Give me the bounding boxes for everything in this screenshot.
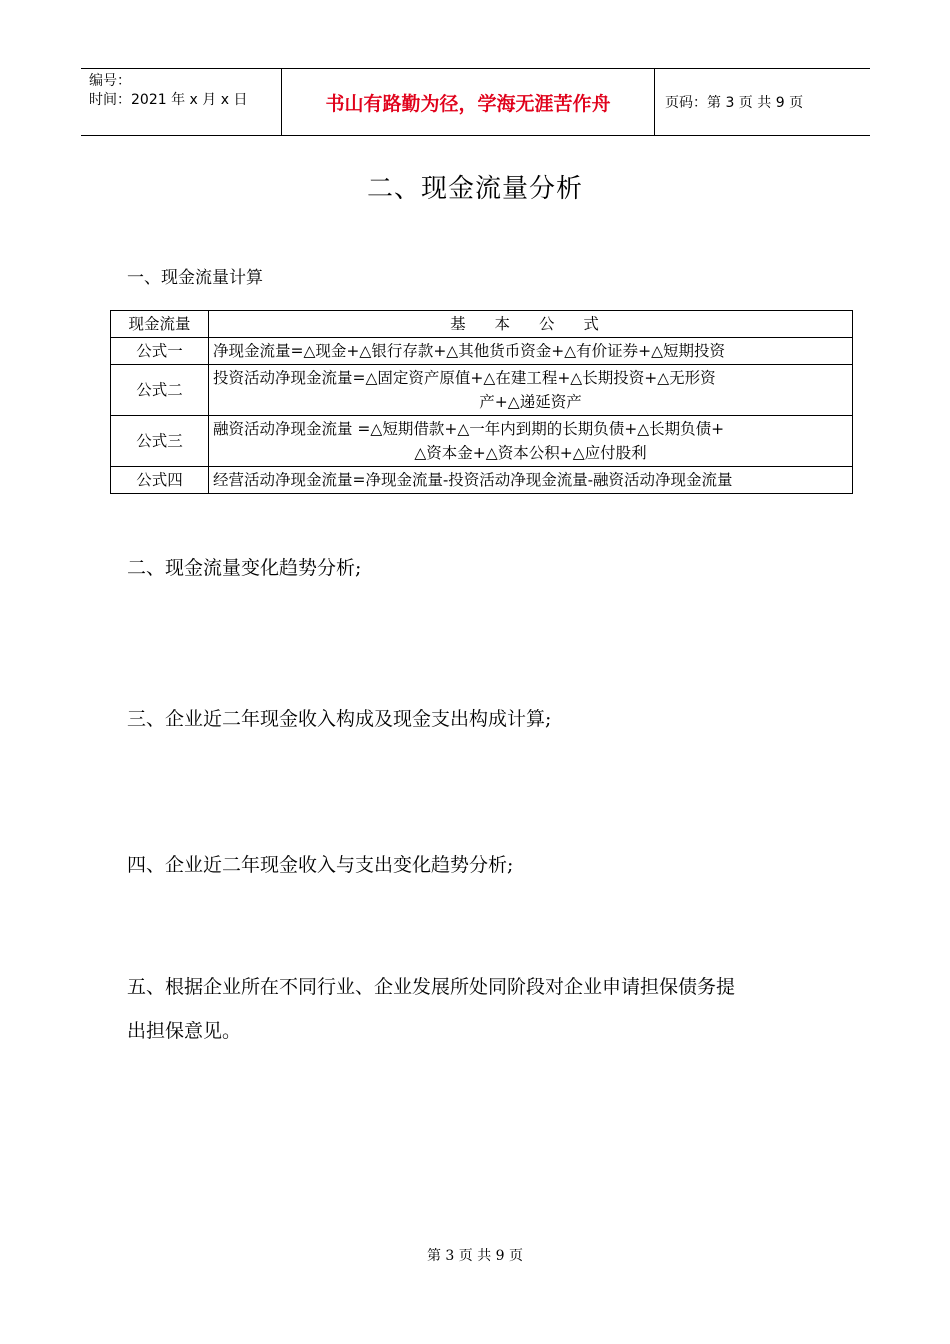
- section-5-line2: 出担保意见。: [127, 1020, 242, 1042]
- formula-name: 公式三: [111, 416, 209, 467]
- section-5-line1: 五、根据企业所在不同行业、企业发展所处同阶段对企业申请担保债务提: [127, 976, 736, 998]
- formula-text-line1: 融资活动净现金流量 =△短期借款+△一年内到期的长期负债+△长期负债+: [213, 420, 725, 438]
- table-row: [111, 338, 853, 365]
- section-heading-5: [127, 965, 837, 1053]
- formula-name: 公式二: [111, 365, 209, 416]
- table-row: [111, 467, 853, 494]
- section-heading-3: 三、企业近二年现金收入构成及现金支出构成计算;: [127, 708, 552, 730]
- formula-text-line2: △资本金+△资本公积+△应付股利: [414, 444, 647, 462]
- header-meta: [81, 69, 281, 135]
- section-heading-4: 四、企业近二年现金收入与支出变化趋势分析;: [127, 854, 514, 876]
- formula-text-line1: 投资活动净现金流量=△固定资产原值+△在建工程+△长期投资+△无形资: [213, 369, 716, 387]
- table-header-formula: 基 本 公 式: [209, 311, 853, 338]
- formula-text: [209, 365, 853, 416]
- page-title: 二、现金流量分析: [366, 174, 583, 204]
- formula-text: 经营活动净现金流量=净现金流量-投资活动净现金流量-融资活动净现金流量: [209, 467, 853, 494]
- section-heading-2: 二、现金流量变化趋势分析;: [127, 557, 362, 579]
- document-date: 时间：2021 年 x 月 x 日: [89, 92, 248, 108]
- formula-text-line2: 产+△递延资产: [479, 393, 582, 411]
- table-row: [111, 365, 853, 416]
- header-motto: 书山有路勤为径，学海无涯苦作舟: [281, 69, 655, 135]
- table-header-row: [111, 311, 853, 338]
- table-row: [111, 416, 853, 467]
- formula-table: [110, 310, 853, 494]
- page-footer: 第 3 页 共 9 页: [426, 1248, 524, 1264]
- page-header: [81, 68, 870, 136]
- table-header-cash-flow: 现金流量: [111, 311, 209, 338]
- header-page-code: 页码：第 3 页 共 9 页: [665, 95, 804, 111]
- formula-text: 净现金流量=△现金+△银行存款+△其他货币资金+△有价证券+△短期投资: [209, 338, 853, 365]
- document-number-label: 编号：: [89, 73, 131, 89]
- formula-name: 公式四: [111, 467, 209, 494]
- formula-text: [209, 416, 853, 467]
- section-heading-1: 一、现金流量计算: [127, 268, 263, 288]
- formula-name: 公式一: [111, 338, 209, 365]
